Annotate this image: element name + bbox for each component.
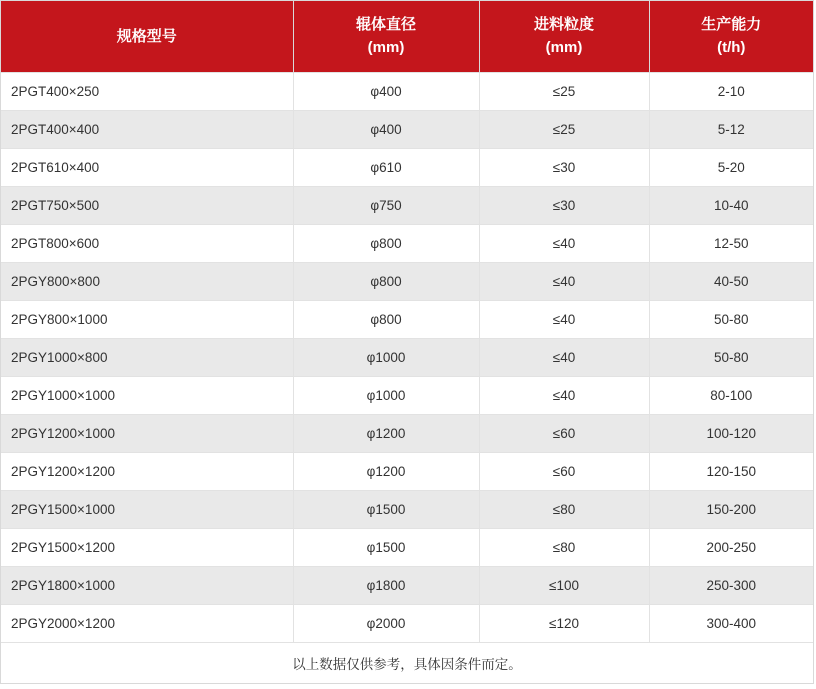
- cell-diameter: φ610: [293, 148, 479, 186]
- cell-capacity: 12-50: [649, 224, 813, 262]
- cell-feed: ≤120: [479, 604, 649, 642]
- cell-model: 2PGY1800×1000: [1, 566, 293, 604]
- cell-model: 2PGT800×600: [1, 224, 293, 262]
- table-row: [1, 72, 813, 110]
- cell-feed: ≤100: [479, 566, 649, 604]
- cell-diameter: φ1200: [293, 414, 479, 452]
- table-row: [1, 148, 813, 186]
- table-row: [1, 528, 813, 566]
- cell-model: 2PGT400×400: [1, 110, 293, 148]
- cell-capacity: 50-80: [649, 300, 813, 338]
- cell-capacity: 120-150: [649, 452, 813, 490]
- cell-capacity: 5-20: [649, 148, 813, 186]
- cell-model: 2PGT610×400: [1, 148, 293, 186]
- cell-diameter: φ800: [293, 224, 479, 262]
- footnote-row: [1, 642, 813, 683]
- table-row: [1, 566, 813, 604]
- cell-capacity: 300-400: [649, 604, 813, 642]
- cell-capacity: 40-50: [649, 262, 813, 300]
- specification-table: [1, 1, 813, 683]
- cell-feed: ≤80: [479, 528, 649, 566]
- column-header-feed-size-unit: (mm): [545, 39, 583, 57]
- cell-diameter: φ800: [293, 262, 479, 300]
- cell-feed: ≤60: [479, 452, 649, 490]
- column-header-roller-diameter-unit: (mm): [367, 39, 405, 57]
- cell-feed: ≤30: [479, 186, 649, 224]
- cell-capacity: 2-10: [649, 72, 813, 110]
- cell-model: 2PGT400×250: [1, 72, 293, 110]
- cell-model: 2PGT750×500: [1, 186, 293, 224]
- column-header-capacity: [649, 1, 813, 72]
- table-row: [1, 338, 813, 376]
- cell-feed: ≤40: [479, 338, 649, 376]
- table-row: [1, 110, 813, 148]
- table-footer: [1, 642, 813, 683]
- cell-diameter: φ400: [293, 110, 479, 148]
- column-header-roller-diameter-line1: 辊体直径: [355, 16, 416, 33]
- table-row: [1, 376, 813, 414]
- cell-feed: ≤40: [479, 224, 649, 262]
- cell-feed: ≤60: [479, 414, 649, 452]
- cell-diameter: φ2000: [293, 604, 479, 642]
- cell-model: 2PGY1000×800: [1, 338, 293, 376]
- cell-diameter: φ800: [293, 300, 479, 338]
- table-header: [1, 1, 813, 72]
- column-header-feed-size-line1: 进料粒度: [533, 16, 594, 33]
- cell-diameter: φ1800: [293, 566, 479, 604]
- cell-capacity: 5-12: [649, 110, 813, 148]
- cell-diameter: φ1200: [293, 452, 479, 490]
- cell-model: 2PGY800×1000: [1, 300, 293, 338]
- cell-feed: ≤40: [479, 300, 649, 338]
- cell-feed: ≤40: [479, 262, 649, 300]
- cell-feed: ≤80: [479, 490, 649, 528]
- cell-model: 2PGY1000×1000: [1, 376, 293, 414]
- header-row: [1, 1, 813, 72]
- table-row: [1, 224, 813, 262]
- cell-model: 2PGY2000×1200: [1, 604, 293, 642]
- cell-model: 2PGY1200×1200: [1, 452, 293, 490]
- table-row: [1, 604, 813, 642]
- cell-model: 2PGY1500×1000: [1, 490, 293, 528]
- cell-diameter: φ400: [293, 72, 479, 110]
- cell-capacity: 80-100: [649, 376, 813, 414]
- column-header-model-line1: 规格型号: [116, 27, 177, 45]
- cell-diameter: φ1500: [293, 490, 479, 528]
- cell-feed: ≤25: [479, 110, 649, 148]
- table-row: [1, 414, 813, 452]
- column-header-capacity-unit: (t/h): [717, 39, 746, 57]
- table-row: [1, 452, 813, 490]
- cell-capacity: 10-40: [649, 186, 813, 224]
- table-row: [1, 262, 813, 300]
- column-header-capacity-line1: 生产能力: [701, 16, 762, 33]
- cell-model: 2PGY1200×1000: [1, 414, 293, 452]
- table-body: [1, 72, 813, 642]
- cell-feed: ≤40: [479, 376, 649, 414]
- cell-capacity: 150-200: [649, 490, 813, 528]
- cell-capacity: 200-250: [649, 528, 813, 566]
- cell-capacity: 250-300: [649, 566, 813, 604]
- column-header-roller-diameter: [293, 1, 479, 72]
- cell-capacity: 100-120: [649, 414, 813, 452]
- cell-diameter: φ1000: [293, 376, 479, 414]
- cell-model: 2PGY1500×1200: [1, 528, 293, 566]
- cell-diameter: φ750: [293, 186, 479, 224]
- cell-feed: ≤30: [479, 148, 649, 186]
- footnote-text: 以上数据仅供参考，具体因条件而定。: [1, 642, 813, 683]
- cell-diameter: φ1500: [293, 528, 479, 566]
- table-row: [1, 186, 813, 224]
- cell-model: 2PGY800×800: [1, 262, 293, 300]
- cell-capacity: 50-80: [649, 338, 813, 376]
- column-header-feed-size: [479, 1, 649, 72]
- column-header-model: [1, 1, 293, 72]
- table-row: [1, 300, 813, 338]
- cell-feed: ≤25: [479, 72, 649, 110]
- table-row: [1, 490, 813, 528]
- cell-diameter: φ1000: [293, 338, 479, 376]
